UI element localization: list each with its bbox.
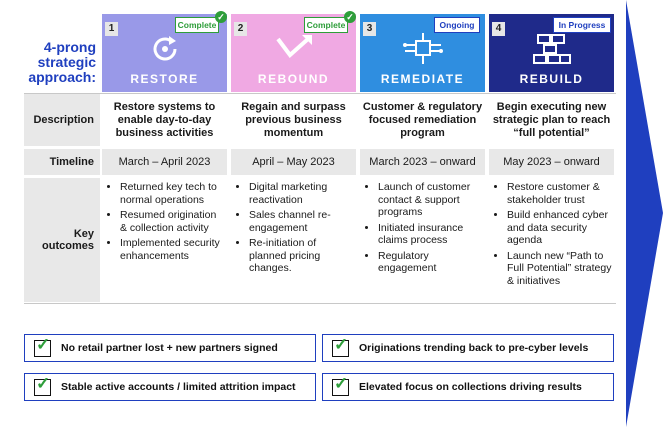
complete-check-icon: ✓ <box>215 11 227 23</box>
outcomes-label-line2: outcomes <box>42 240 94 252</box>
complete-check-icon: ✓ <box>344 11 356 23</box>
divider <box>24 303 616 304</box>
list-item: • Re-initiation of planned pricing changes. <box>249 237 354 275</box>
list-item: • Resumed origination & collection activity <box>120 209 225 234</box>
checkbox-checked-icon: ✓ <box>34 379 51 396</box>
list-item: • Returned key tech to normal operations <box>120 181 225 206</box>
approach-label: 4-prong strategic approach: <box>28 39 96 85</box>
phase-number: 4 <box>492 22 505 36</box>
checkbox-checked-icon: ✓ <box>34 340 51 357</box>
result-banner <box>24 373 316 401</box>
rebuild-outcomes <box>489 181 614 303</box>
phase-card-restore <box>102 14 227 92</box>
list-item: • Launch new “Path to Full Potential” strategy & initiatives <box>507 250 612 288</box>
phase-title: REBUILD <box>519 72 584 86</box>
row-label-description: Description <box>24 94 100 146</box>
banner-text: Originations trending back to pre-cyber levels <box>359 342 589 354</box>
checkbox-checked-icon: ✓ <box>332 340 349 357</box>
outcomes-label-line1: Key <box>73 228 94 240</box>
status-badge: Ongoing <box>434 17 480 33</box>
checkbox-checked-icon: ✓ <box>332 379 349 396</box>
progress-chevron-arrow <box>626 0 663 427</box>
banner-text: Elevated focus on collections driving results <box>359 381 582 393</box>
phase-number: 1 <box>105 22 118 36</box>
phase-title: REMEDIATE <box>380 72 465 86</box>
remediate-outcomes <box>360 181 485 303</box>
phase-title: RESTORE <box>130 72 199 86</box>
phase-number: 3 <box>363 22 376 36</box>
restore-timeline: March – April 2023 <box>102 149 227 175</box>
building-blocks-icon <box>489 31 614 72</box>
row-label-outcomes <box>24 178 100 302</box>
rebound-description: Regain and surpass previous business momentum <box>241 100 346 139</box>
list-item: • Regulatory engagement <box>378 250 483 275</box>
list-item: • Build enhanced cyber and data security agenda <box>507 209 612 247</box>
result-banner <box>24 334 316 362</box>
remediate-description: Customer & regulatory focused remediation program <box>362 100 483 139</box>
status-badge: Complete <box>304 17 348 33</box>
phase-card-rebuild <box>489 14 614 92</box>
list-item: • Digital marketing reactivation <box>249 181 354 206</box>
rebound-arrow-icon <box>231 31 356 72</box>
list-item: • Launch of customer contact & support programs <box>378 181 483 219</box>
rebound-outcomes <box>231 181 356 303</box>
result-banner <box>322 334 614 362</box>
list-item: • Initiated insurance claims process <box>378 222 483 247</box>
restore-cycle-icon <box>102 31 227 72</box>
banner-text: Stable active accounts / limited attrition impact <box>61 381 296 393</box>
status-badge: Complete <box>175 17 219 33</box>
list-item: • Implemented security enhancements <box>120 237 225 262</box>
list-item: • Restore customer & stakeholder trust <box>507 181 612 206</box>
rebound-timeline: April – May 2023 <box>231 149 356 175</box>
phase-card-remediate <box>360 14 485 92</box>
result-banner <box>322 373 614 401</box>
rebuild-timeline: May 2023 – onward <box>489 149 614 175</box>
rebuild-description: Begin executing new strategic plan to reach “full potential” <box>492 100 611 139</box>
phase-number: 2 <box>234 22 247 36</box>
row-label-timeline: Timeline <box>24 149 100 175</box>
phase-card-rebound <box>231 14 356 92</box>
status-badge: In Progress <box>553 17 611 33</box>
remediate-timeline: March 2023 – onward <box>360 149 485 175</box>
restore-description: Restore systems to enable day-to-day business activities <box>113 100 216 139</box>
phase-title: REBOUND <box>257 72 330 86</box>
circuit-icon <box>360 31 485 72</box>
restore-outcomes <box>102 181 227 303</box>
banner-text: No retail partner lost + new partners signed <box>61 342 278 354</box>
list-item: • Sales channel re-engagement <box>249 209 354 234</box>
